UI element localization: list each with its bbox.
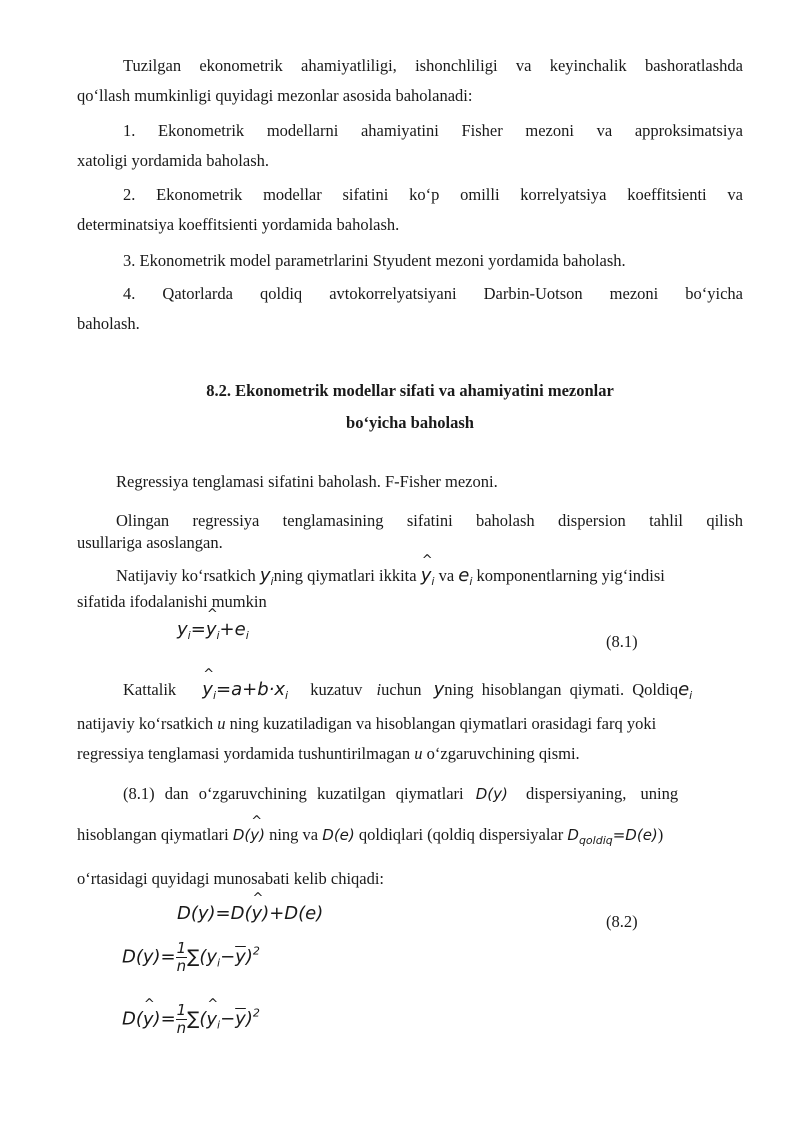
text-span: kuzatuv — [310, 680, 363, 699]
anova-line-2: usullariga asoslangan. — [77, 533, 223, 552]
criterion-4-line-1: 4. Qatorlarda qoldiq avtokorrelyatsiyani Darbin-Uotson mezoni bo‘yicha — [123, 284, 743, 303]
text-span: u — [217, 714, 226, 733]
text-span: ) — [657, 825, 664, 844]
formula-d-y-hat: D(^ y)= $\frac{1}{n}$ ∑(^ $y_i-\overline{y})^2$ — [122, 1002, 260, 1037]
criterion-1-line-2: xatoligi yordamida baholash. — [77, 151, 269, 170]
text-span: ning va — [269, 825, 319, 844]
text-span: Natijaviy ko‘rsatkich — [116, 566, 256, 585]
text-span: u — [414, 744, 423, 763]
text-span: qoldiqlari (qoldiq dispersiyalar — [358, 825, 564, 844]
text-span: Kattalik — [123, 680, 177, 699]
text-span: natijaviy ko‘rsatkich — [77, 714, 214, 733]
symbol-d-e: D(e) — [322, 826, 355, 844]
intro-line-2: qo‘llash mumkinligi quyidagi mezonlar asosida baholanadi: — [77, 86, 473, 105]
equation-8-2-number: (8.2) — [606, 912, 638, 931]
decomposition-line-2: sifatida ifodalanishi mumkin — [77, 592, 267, 611]
dispersion-line-2 — [77, 825, 663, 847]
symbol-e-i: $e_i$ — [458, 565, 473, 588]
dispersion-line-1 — [123, 784, 743, 804]
symbol-y-hat-i: ^ $y_i$ — [421, 565, 435, 586]
subtopic-line: Regressiya tenglamasi sifatini baholash. F-Fisher mezoni. — [116, 472, 498, 491]
equation-8-1-number: (8.1) — [606, 632, 638, 651]
equation-8-2: D(y)=D(^ y)+D(e) — [177, 903, 323, 924]
symbol-d-qoldiq: $D_{qoldiq}=D(e)$ — [567, 826, 658, 847]
symbol-y: y — [433, 679, 445, 700]
text-span: ning hisoblangan qiymati. Qoldiq — [444, 680, 679, 699]
fitted-value-line-2 — [77, 714, 656, 734]
criterion-3: 3. Ekonometrik model parametrlarini Styudent mezoni yordamida baholash. — [123, 251, 626, 270]
text-span: ning qiymatlari ikkita — [273, 566, 417, 585]
equation-8-1: $y_i=\^{}$ $y_i+e_i$ — [177, 619, 249, 642]
text-span: regressiya tenglamasi yordamida tushuntirilmagan — [77, 744, 411, 763]
text-span: uchun — [381, 680, 422, 699]
fitted-value-line-1 — [123, 679, 743, 702]
section-title-line-1: 8.2. Ekonometrik modellar sifati va ahamiyatini mezonlar — [206, 381, 614, 400]
symbol-d-y: D(y) — [475, 785, 508, 803]
text-span: (8.1) dan o‘zgaruvchining kuzatilgan qiymatlari — [123, 784, 464, 803]
text-span: va — [438, 566, 455, 585]
formula-d-y: D(y)= $\frac{1}{n}$ $\sum(y_i-\overline{y})^2$ — [122, 939, 260, 975]
fitted-value-line-3 — [77, 744, 580, 764]
text-span: dispersiyaning, uning — [526, 784, 679, 803]
criterion-2-line-1: 2. Ekonometrik modellar sifatini ko‘p omilli korrelyatsiya koeffitsienti va — [123, 185, 743, 204]
criterion-2-line-2: determinatsiya koeffitsienti yordamida baholash. — [77, 215, 400, 234]
text-span: o‘zgaruvchining qismi. — [426, 744, 580, 763]
symbol-e-i-2: $e_i$ — [678, 679, 693, 702]
criterion-4-line-2: baholash. — [77, 314, 140, 333]
text-span: i — [376, 680, 382, 699]
anova-line-1: Olingan regressiya tenglamasining sifatini baholash dispersion tahlil qilish — [116, 511, 743, 530]
symbol-y-i: $y_i$ — [259, 565, 274, 588]
text-span: hisoblangan qiymatlari — [77, 825, 229, 844]
fitted-value-formula: ^ $y_i=a+b\cdot x_i$ — [202, 679, 288, 700]
decomposition-line-1 — [116, 565, 665, 588]
text-span: komponentlarning yig‘indisi — [476, 566, 665, 585]
intro-line-1: Tuzilgan ekonometrik ahamiyatliligi, ishonchliligi va keyinchalik bashoratlashda — [123, 56, 743, 75]
text-span: ning kuzatiladigan va hisoblangan qiymatlari orasidagi farq yoki — [229, 714, 657, 733]
criterion-1-line-1: 1. Ekonometrik modellarni ahamiyatini Fisher mezoni va approksimatsiya — [123, 121, 743, 140]
dispersion-line-3: o‘rtasidagi quyidagi munosabati kelib chiqadi: — [77, 869, 385, 888]
section-title-line-2: bo‘yicha baholash — [346, 413, 474, 432]
symbol-d-y-hat: D(^ y) — [233, 826, 265, 844]
